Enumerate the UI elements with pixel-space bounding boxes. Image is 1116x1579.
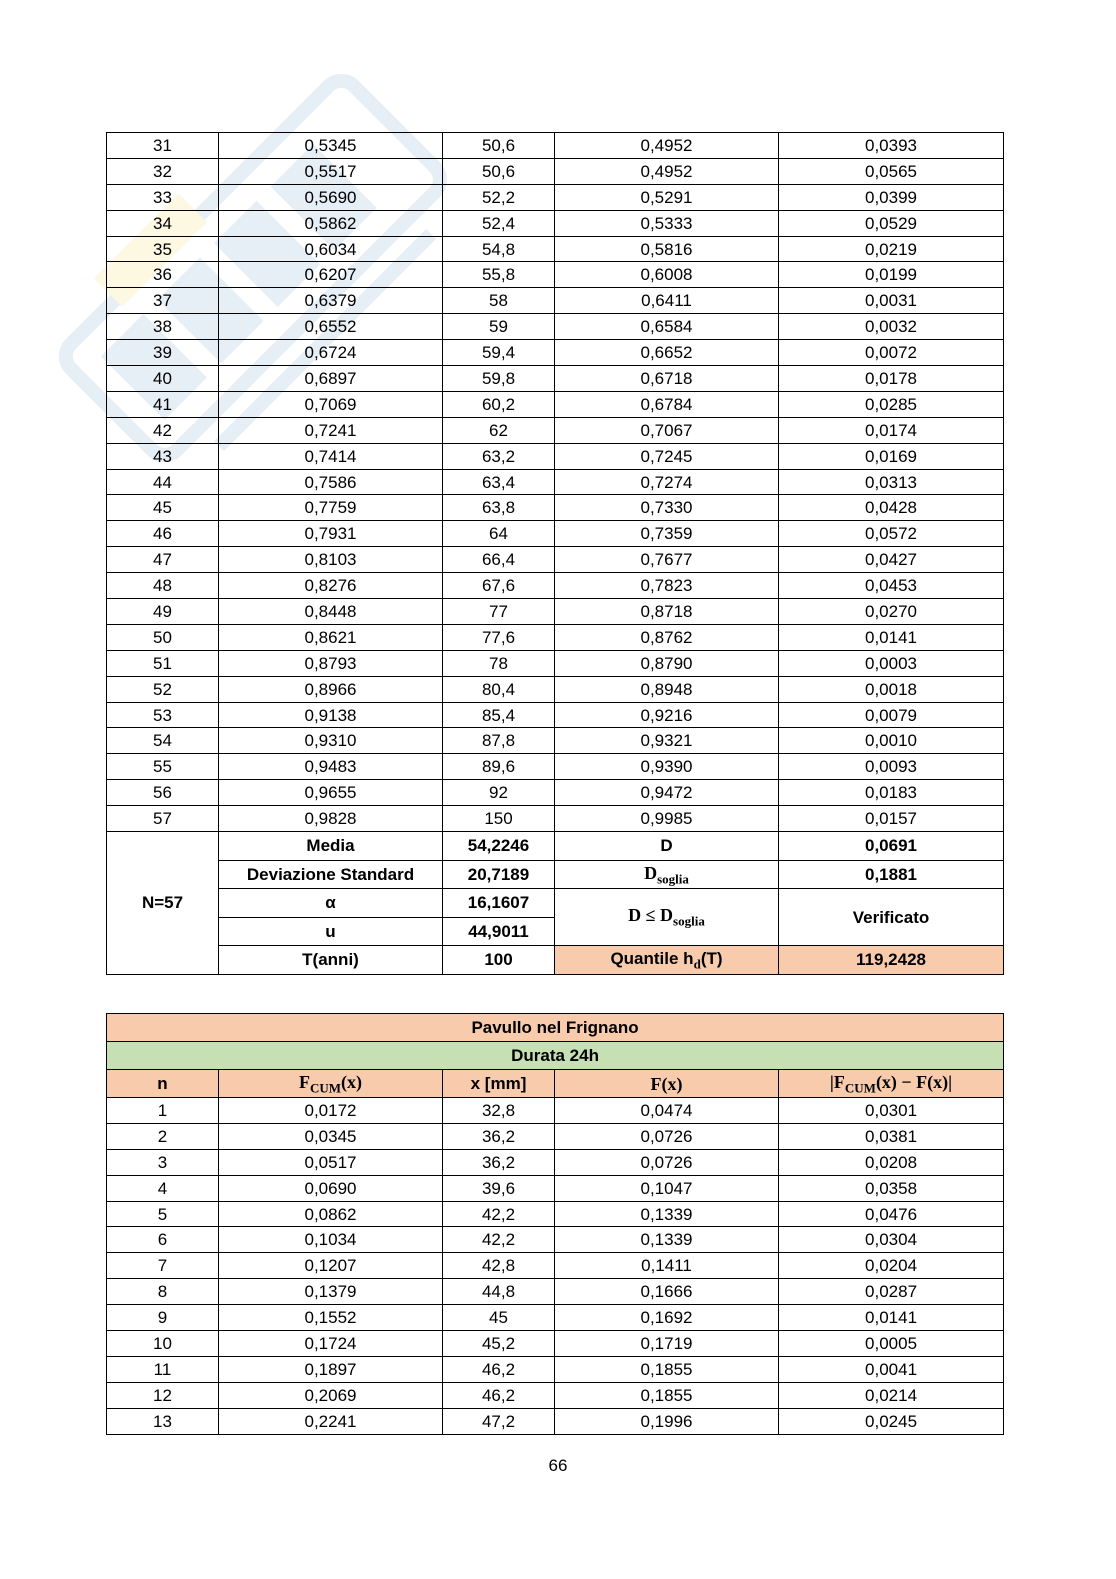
table-row: [107, 417, 1004, 443]
table-cell: 0,1855: [555, 1382, 779, 1408]
d-soglia-value: 0,1881: [779, 860, 1004, 889]
table-cell: 0,8448: [219, 599, 443, 625]
table-cell: 12: [107, 1382, 219, 1408]
fcum-sub: CUM: [309, 1080, 342, 1096]
col-header-f: F(x): [555, 1070, 779, 1098]
table-cell: 0,0079: [779, 702, 1004, 728]
table-cell: 0,8103: [219, 547, 443, 573]
fcum-suffix: (x): [341, 1071, 363, 1092]
table-cell: 0,0003: [779, 650, 1004, 676]
table-cell: 0,7931: [219, 521, 443, 547]
table-cell: 0,8718: [555, 599, 779, 625]
media-value: 54,2246: [443, 832, 555, 861]
table-cell: 0,7069: [219, 391, 443, 417]
table-cell: 54,8: [443, 236, 555, 262]
table-cell: 39: [107, 340, 219, 366]
table-row: [107, 1149, 1004, 1175]
table-row: [107, 573, 1004, 599]
table-row: [107, 1382, 1004, 1408]
table-cell: 0,0214: [779, 1382, 1004, 1408]
table-cell: 0,8762: [555, 624, 779, 650]
table-row: [107, 366, 1004, 392]
table-cell: 85,4: [443, 702, 555, 728]
table-cell: 0,5517: [219, 158, 443, 184]
table-cell: 0,7823: [555, 573, 779, 599]
table-row: [107, 210, 1004, 236]
table-cell: 52: [107, 676, 219, 702]
table-cell: 38: [107, 314, 219, 340]
table-cell: 0,0178: [779, 366, 1004, 392]
table-cell: 0,9655: [219, 780, 443, 806]
table-cell: 6: [107, 1227, 219, 1253]
table-cell: 0,0141: [779, 624, 1004, 650]
table-cell: 0,0690: [219, 1175, 443, 1201]
table-cell: 46,2: [443, 1356, 555, 1382]
table-cell: 44: [107, 469, 219, 495]
table-cell: 150: [443, 806, 555, 832]
table-cell: 7: [107, 1253, 219, 1279]
table-cell: 0,0399: [779, 184, 1004, 210]
alpha-value: 16,1607: [443, 889, 555, 918]
d-soglia-sub: soglia: [657, 871, 689, 887]
table-cell: 4: [107, 1175, 219, 1201]
table-cell: 41: [107, 391, 219, 417]
d-soglia-label: [555, 860, 779, 889]
table-cell: 10: [107, 1331, 219, 1357]
table-row: [107, 806, 1004, 832]
table-cell: 0,0032: [779, 314, 1004, 340]
table-row: [107, 1123, 1004, 1149]
table-row: [107, 288, 1004, 314]
table-row: [107, 391, 1004, 417]
table-cell: 87,8: [443, 728, 555, 754]
table-row: [107, 1253, 1004, 1279]
table-cell: 89,6: [443, 754, 555, 780]
table-cell: 0,0157: [779, 806, 1004, 832]
table-cell: 36,2: [443, 1149, 555, 1175]
table-cell: 42: [107, 417, 219, 443]
table-cell: 0,7241: [219, 417, 443, 443]
condition-main: D ≤ D: [628, 905, 674, 926]
table-cell: 0,0572: [779, 521, 1004, 547]
d-value: 0,0691: [779, 832, 1004, 861]
table-cell: 0,1552: [219, 1305, 443, 1331]
d-soglia-main: D: [644, 862, 658, 883]
table-row: [107, 728, 1004, 754]
table-cell: 0,0010: [779, 728, 1004, 754]
table-cell: 0,0476: [779, 1201, 1004, 1227]
table-cell: 78: [443, 650, 555, 676]
col-header-diff: [779, 1070, 1004, 1098]
table-cell: 58: [443, 288, 555, 314]
table-cell: 59,4: [443, 340, 555, 366]
table-cell: 51: [107, 650, 219, 676]
table-cell: 0,9828: [219, 806, 443, 832]
u-label: u: [219, 917, 443, 946]
table-cell: 50,6: [443, 158, 555, 184]
table-row: [107, 443, 1004, 469]
quantile-main: Quantile h: [610, 948, 694, 968]
table-cell: 0,2069: [219, 1382, 443, 1408]
std-dev-label: Deviazione Standard: [219, 860, 443, 889]
table-cell: 50: [107, 624, 219, 650]
table-cell: 45: [107, 495, 219, 521]
table-cell: 0,9310: [219, 728, 443, 754]
table-cell: 0,9985: [555, 806, 779, 832]
table-row: [107, 236, 1004, 262]
table-cell: 0,0529: [779, 210, 1004, 236]
table-cell: 56: [107, 780, 219, 806]
table-cell: 39,6: [443, 1175, 555, 1201]
table-row: [107, 754, 1004, 780]
table-cell: 0,6008: [555, 262, 779, 288]
table-cell: 0,6379: [219, 288, 443, 314]
table-cell: 33: [107, 184, 219, 210]
sample-size-cell: N=57: [107, 832, 219, 975]
return-period-label: T(anni): [219, 946, 443, 975]
table-cell: 62: [443, 417, 555, 443]
table-cell: 32: [107, 158, 219, 184]
table-cell: 45: [443, 1305, 555, 1331]
table-cell: 0,1692: [555, 1305, 779, 1331]
table1-summary: [107, 832, 1004, 975]
table-cell: 0,9216: [555, 702, 779, 728]
table-cell: 54: [107, 728, 219, 754]
table-cell: 13: [107, 1408, 219, 1434]
table-cell: 0,0428: [779, 495, 1004, 521]
table-cell: 0,1379: [219, 1279, 443, 1305]
station-table: [106, 1013, 1004, 1435]
table-cell: 31: [107, 133, 219, 159]
table-cell: 63,8: [443, 495, 555, 521]
table-cell: 0,0517: [219, 1149, 443, 1175]
table-cell: 0,0381: [779, 1123, 1004, 1149]
table-cell: 0,0313: [779, 469, 1004, 495]
table-cell: 0,7330: [555, 495, 779, 521]
table-cell: 64: [443, 521, 555, 547]
diff-pre: |F: [829, 1071, 845, 1092]
table-cell: 0,8276: [219, 573, 443, 599]
table-cell: 0,6034: [219, 236, 443, 262]
table-cell: 0,9138: [219, 702, 443, 728]
table-cell: 0,1855: [555, 1356, 779, 1382]
table-cell: 3: [107, 1149, 219, 1175]
table-cell: 77: [443, 599, 555, 625]
table-cell: 60,2: [443, 391, 555, 417]
table-cell: 0,0726: [555, 1149, 779, 1175]
table-cell: 40: [107, 366, 219, 392]
table-row: [107, 495, 1004, 521]
table-cell: 0,1666: [555, 1279, 779, 1305]
table-cell: 11: [107, 1356, 219, 1382]
table-cell: 0,0565: [779, 158, 1004, 184]
col-header-x: x [mm]: [443, 1070, 555, 1098]
table-row: [107, 780, 1004, 806]
table-cell: 0,7274: [555, 469, 779, 495]
diff-post: (x) − F(x)|: [875, 1071, 953, 1092]
table2-body: [107, 1098, 1004, 1435]
table-cell: 0,0304: [779, 1227, 1004, 1253]
table-row: [107, 1227, 1004, 1253]
table-cell: 36,2: [443, 1123, 555, 1149]
table-cell: 49: [107, 599, 219, 625]
table-cell: 50,6: [443, 133, 555, 159]
table-cell: 0,5690: [219, 184, 443, 210]
table-row: [107, 262, 1004, 288]
condition-sub: soglia: [673, 913, 705, 929]
table-cell: 0,6784: [555, 391, 779, 417]
table-cell: 46: [107, 521, 219, 547]
table-row: [107, 1408, 1004, 1434]
table-cell: 0,1719: [555, 1331, 779, 1357]
table-cell: 0,0345: [219, 1123, 443, 1149]
return-period-value: 100: [443, 946, 555, 975]
table-cell: 47: [107, 547, 219, 573]
table-cell: 0,0862: [219, 1201, 443, 1227]
table-cell: 0,0005: [779, 1331, 1004, 1357]
table-cell: 0,0072: [779, 340, 1004, 366]
table-cell: 5: [107, 1201, 219, 1227]
table-row: [107, 340, 1004, 366]
table-cell: 0,0474: [555, 1098, 779, 1124]
table-cell: 0,0285: [779, 391, 1004, 417]
table-cell: 80,4: [443, 676, 555, 702]
table-cell: 0,7067: [555, 417, 779, 443]
table-cell: 0,1996: [555, 1408, 779, 1434]
table-cell: 0,0358: [779, 1175, 1004, 1201]
table-cell: 47,2: [443, 1408, 555, 1434]
table-cell: 55,8: [443, 262, 555, 288]
table-cell: 0,7414: [219, 443, 443, 469]
table-cell: 0,0245: [779, 1408, 1004, 1434]
table-cell: 0,7759: [219, 495, 443, 521]
fcum-main: F: [298, 1071, 310, 1092]
table-cell: 0,6411: [555, 288, 779, 314]
table-cell: 0,7677: [555, 547, 779, 573]
d-label: D: [555, 832, 779, 861]
table-cell: 52,2: [443, 184, 555, 210]
table-cell: 0,0169: [779, 443, 1004, 469]
table-cell: 0,9472: [555, 780, 779, 806]
table-row: [107, 702, 1004, 728]
table-row: [107, 158, 1004, 184]
table-cell: 42,2: [443, 1227, 555, 1253]
table-row: [107, 521, 1004, 547]
table-cell: 0,4952: [555, 158, 779, 184]
table-cell: 0,6552: [219, 314, 443, 340]
table-cell: 44,8: [443, 1279, 555, 1305]
table-cell: 0,1897: [219, 1356, 443, 1382]
table-cell: 0,9483: [219, 754, 443, 780]
table-cell: 0,0208: [779, 1149, 1004, 1175]
table-cell: 0,9321: [555, 728, 779, 754]
table-cell: 0,0018: [779, 676, 1004, 702]
table-cell: 0,8790: [555, 650, 779, 676]
table-cell: 63,4: [443, 469, 555, 495]
table-cell: 0,5816: [555, 236, 779, 262]
table-cell: 0,4952: [555, 133, 779, 159]
table-cell: 0,0093: [779, 754, 1004, 780]
table-row: [107, 1305, 1004, 1331]
kolmogorov-table-continued: [106, 132, 1004, 975]
table-cell: 48: [107, 573, 219, 599]
table-cell: 46,2: [443, 1382, 555, 1408]
table-cell: 66,4: [443, 547, 555, 573]
table-cell: 0,0031: [779, 288, 1004, 314]
table-cell: 43: [107, 443, 219, 469]
table-cell: 0,1339: [555, 1201, 779, 1227]
table-cell: 0,0270: [779, 599, 1004, 625]
table-cell: 0,0041: [779, 1356, 1004, 1382]
quantile-sub: d: [693, 955, 701, 971]
table-cell: 57: [107, 806, 219, 832]
table2-header: [107, 1014, 1004, 1098]
table-cell: 37: [107, 288, 219, 314]
table-cell: 0,7359: [555, 521, 779, 547]
table-cell: 1: [107, 1098, 219, 1124]
duration-title: Durata 24h: [107, 1042, 1004, 1070]
table-row: [107, 676, 1004, 702]
table-cell: 0,5862: [219, 210, 443, 236]
col-header-fcum: [219, 1070, 443, 1098]
table-cell: 0,0726: [555, 1123, 779, 1149]
table-cell: 2: [107, 1123, 219, 1149]
table-row: [107, 1356, 1004, 1382]
table-cell: 0,0172: [219, 1098, 443, 1124]
quantile-label: [555, 946, 779, 975]
table-cell: 0,0393: [779, 133, 1004, 159]
table-cell: 0,6207: [219, 262, 443, 288]
table-cell: 0,1207: [219, 1253, 443, 1279]
table-cell: 0,0453: [779, 573, 1004, 599]
quantile-value: 119,2428: [779, 946, 1004, 975]
table-cell: 0,8966: [219, 676, 443, 702]
table-cell: 53: [107, 702, 219, 728]
table-cell: 0,9390: [555, 754, 779, 780]
table-cell: 0,1411: [555, 1253, 779, 1279]
condition-result: Verificato: [779, 889, 1004, 946]
table-row: [107, 133, 1004, 159]
table-row: [107, 650, 1004, 676]
table-cell: 55: [107, 754, 219, 780]
table-row: [107, 1175, 1004, 1201]
table-cell: 34: [107, 210, 219, 236]
table-cell: 0,8793: [219, 650, 443, 676]
table-cell: 0,0427: [779, 547, 1004, 573]
table-row: [107, 469, 1004, 495]
table-cell: 0,7245: [555, 443, 779, 469]
table-row: [107, 184, 1004, 210]
table-cell: 0,0141: [779, 1305, 1004, 1331]
table-cell: 0,1339: [555, 1227, 779, 1253]
table-cell: 0,6652: [555, 340, 779, 366]
u-value: 44,9011: [443, 917, 555, 946]
table1-body: [107, 133, 1004, 832]
table-cell: 8: [107, 1279, 219, 1305]
table-cell: 0,0183: [779, 780, 1004, 806]
table-cell: 0,0199: [779, 262, 1004, 288]
quantile-suffix: (T): [700, 948, 723, 968]
page-number: 66: [548, 1456, 568, 1475]
table-cell: 0,1034: [219, 1227, 443, 1253]
table-row: [107, 547, 1004, 573]
table-cell: 0,0204: [779, 1253, 1004, 1279]
table-cell: 0,1724: [219, 1331, 443, 1357]
table-cell: 32,8: [443, 1098, 555, 1124]
table-cell: 0,7586: [219, 469, 443, 495]
media-label: Media: [219, 832, 443, 861]
table-cell: 0,6718: [555, 366, 779, 392]
table-cell: 0,8621: [219, 624, 443, 650]
table-cell: 0,0174: [779, 417, 1004, 443]
table-cell: 45,2: [443, 1331, 555, 1357]
table-cell: 67,6: [443, 573, 555, 599]
table-cell: 0,6897: [219, 366, 443, 392]
table-cell: 59: [443, 314, 555, 340]
table-row: [107, 1279, 1004, 1305]
table-row: [107, 314, 1004, 340]
diff-sub: CUM: [844, 1080, 876, 1096]
table-row: [107, 1098, 1004, 1124]
table-row: [107, 599, 1004, 625]
col-header-n: n: [107, 1070, 219, 1098]
table-cell: 9: [107, 1305, 219, 1331]
table-cell: 0,6724: [219, 340, 443, 366]
table-cell: 0,5333: [555, 210, 779, 236]
table-cell: 42,2: [443, 1201, 555, 1227]
table-row: [107, 1201, 1004, 1227]
table-cell: 35: [107, 236, 219, 262]
table-cell: 63,2: [443, 443, 555, 469]
table-cell: 0,5345: [219, 133, 443, 159]
table-row: [107, 1331, 1004, 1357]
table-cell: 77,6: [443, 624, 555, 650]
table-cell: 0,0301: [779, 1098, 1004, 1124]
condition-label: [555, 889, 779, 946]
alpha-label: α: [219, 889, 443, 918]
table-cell: 0,8948: [555, 676, 779, 702]
table-cell: 59,8: [443, 366, 555, 392]
std-dev-value: 20,7189: [443, 860, 555, 889]
table-row: [107, 624, 1004, 650]
table-cell: 0,5291: [555, 184, 779, 210]
table-cell: 0,0287: [779, 1279, 1004, 1305]
table-cell: 0,6584: [555, 314, 779, 340]
table-cell: 0,0219: [779, 236, 1004, 262]
table-cell: 36: [107, 262, 219, 288]
station-title: Pavullo nel Frignano: [107, 1014, 1004, 1042]
table-cell: 0,2241: [219, 1408, 443, 1434]
table-cell: 42,8: [443, 1253, 555, 1279]
table-cell: 92: [443, 780, 555, 806]
table-cell: 52,4: [443, 210, 555, 236]
table-cell: 0,1047: [555, 1175, 779, 1201]
